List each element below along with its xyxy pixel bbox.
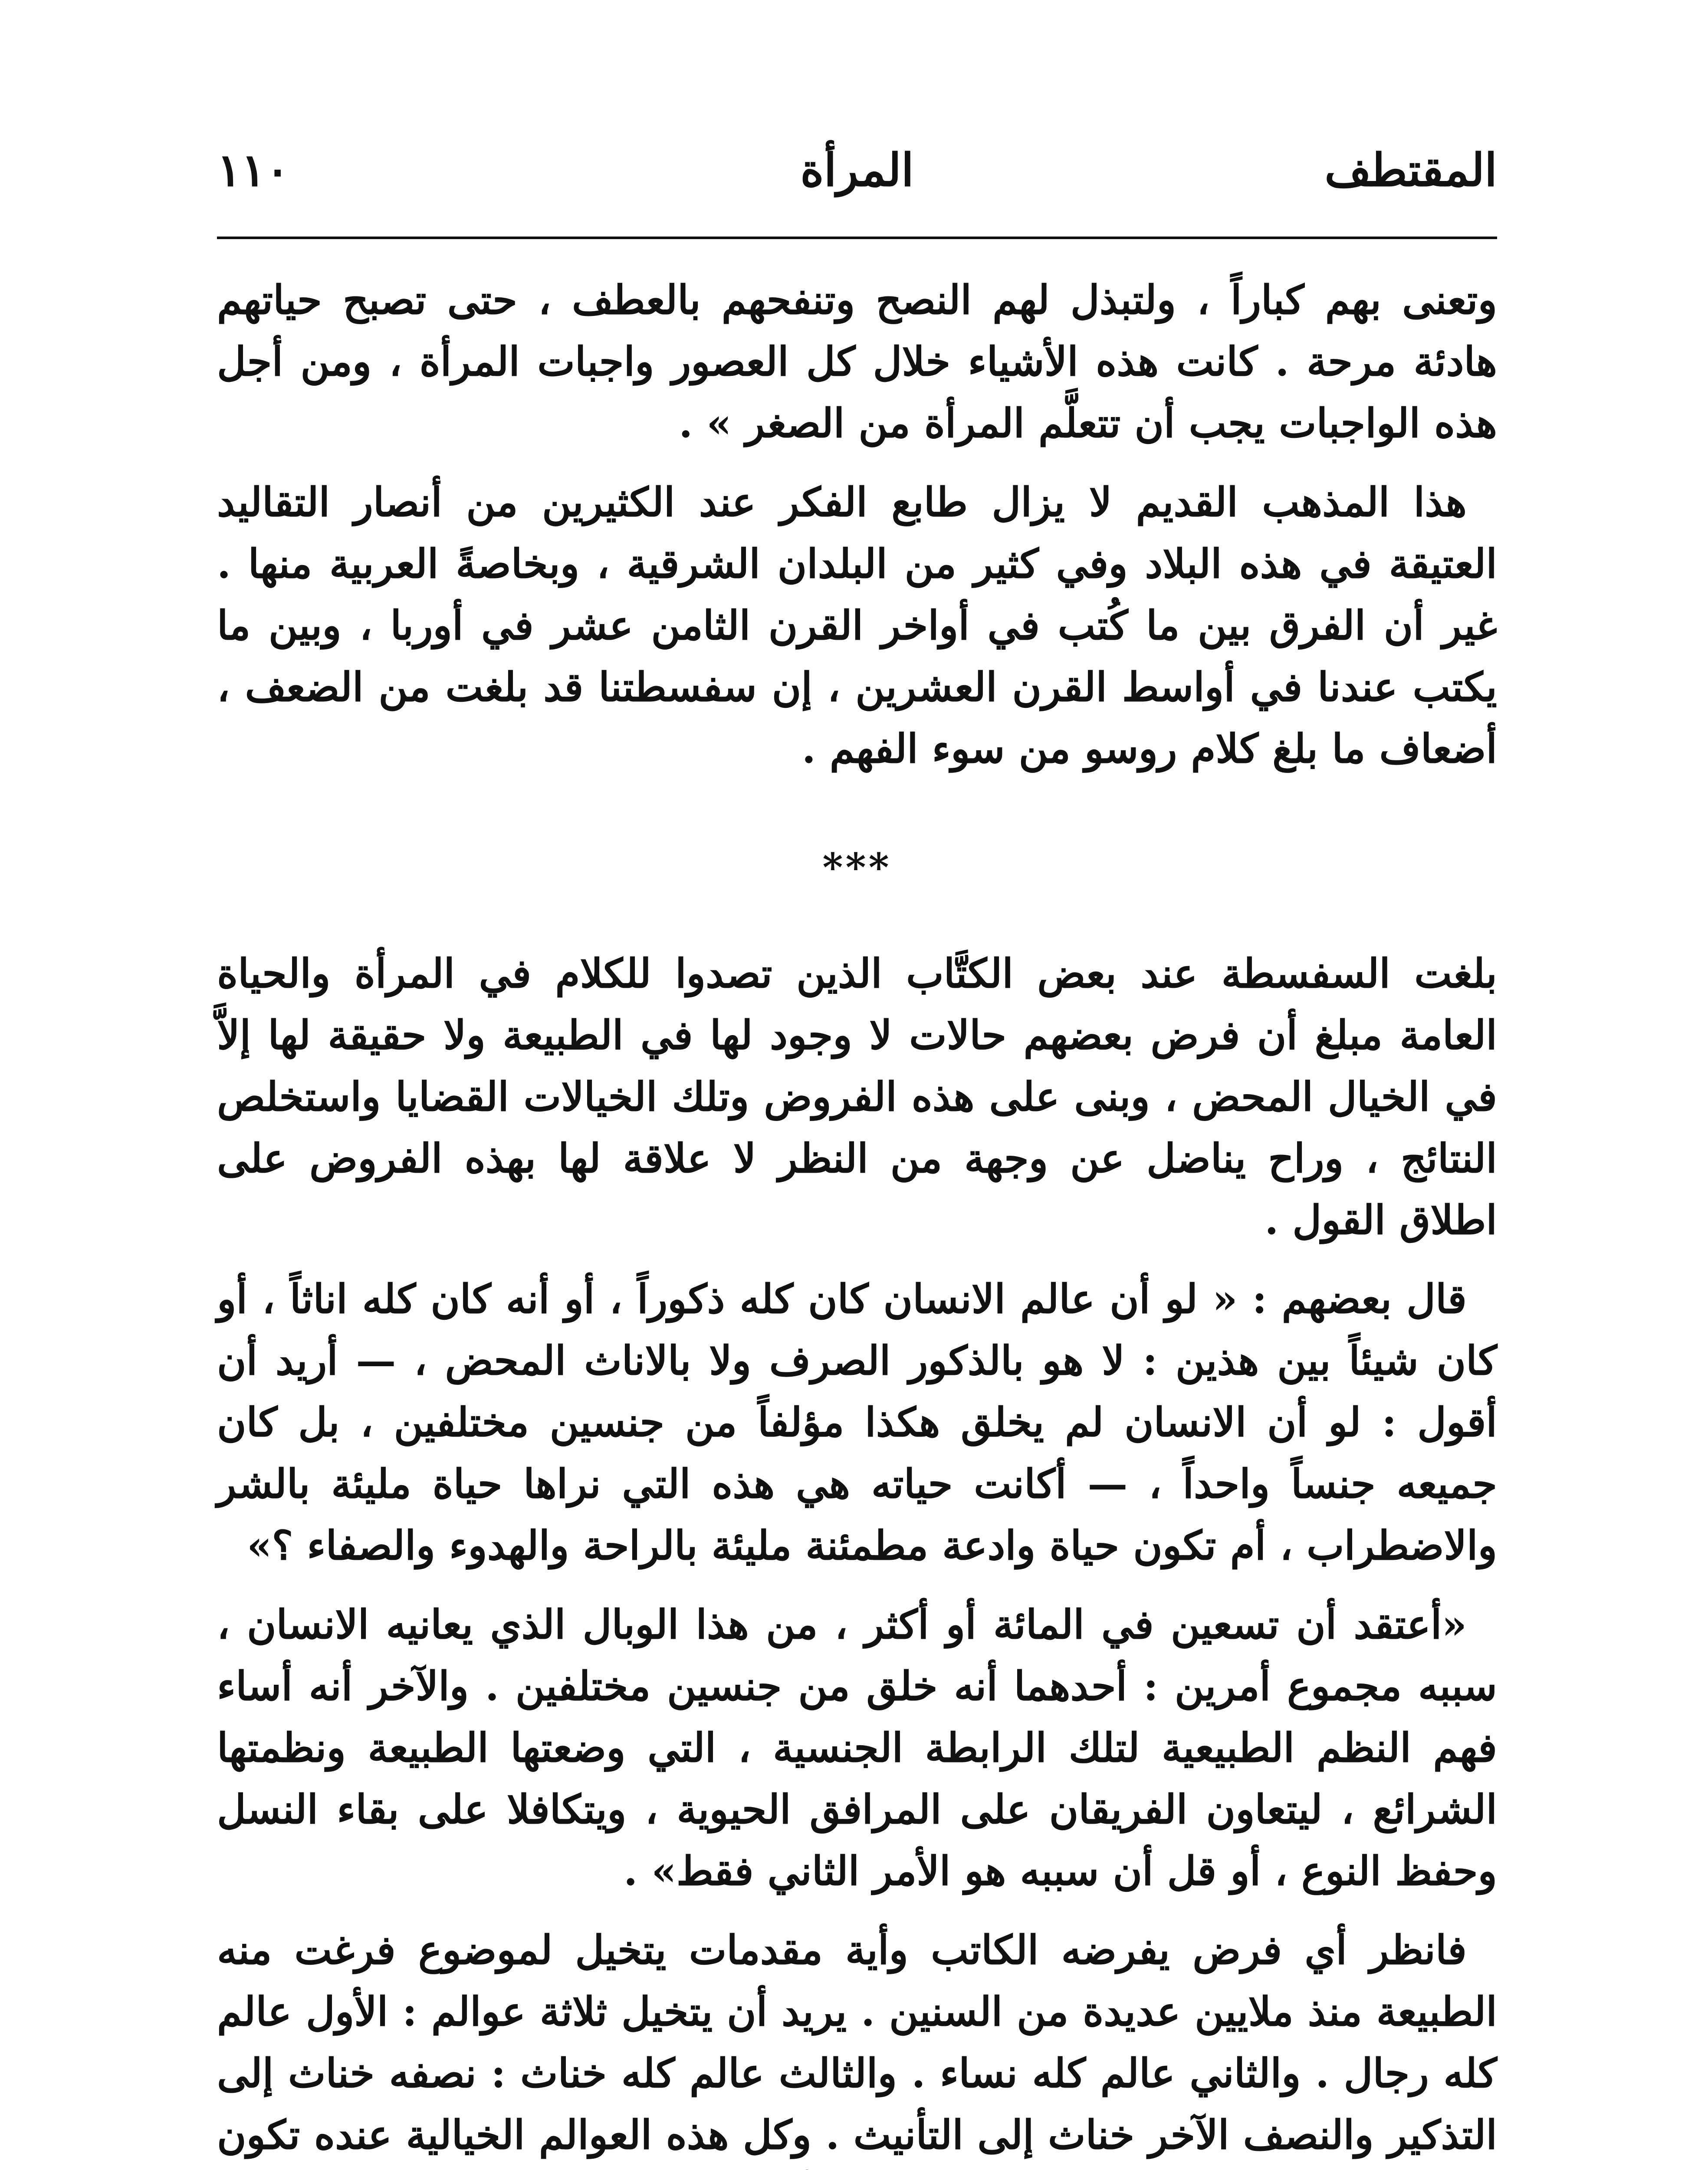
paragraph: هذا المذهب القديم لا يزال طابع الفكر عند الكثيرين من أنصار التقاليد العتيقة في هذه البلاد وفي كثير من البلدان الشرقية ، وبخاصةً العربية منها . غير أن الفرق بين ما كُتب في أواخر القرن الثامن عشر في أوربا ، وبين ما يكتب عندنا في أواسط القرن العشرين ، إن سفسطتنا قد بلغت من الضعف ، أضعاف ما بلغ كلام روسو من سوء الفهم . <box>217 479 1497 772</box>
running-title: المرأة <box>800 143 914 197</box>
paragraph-quote: قال بعضهم : « لو أن عالم الانسان كان كله ذكوراً ، أو أنه كان كله اناثاً ، أو كان شيئاً بين هذين : لا هو بالذكور الصرف ولا بالاناث المحض ، — أريد أن أقول : لو أن الانسان لم يخلق هكذا مؤلفاً من جنسين مختلفين ، بل كان جميعه جنساً واحداً ، — أكانت حياته هي هذه التي نراها حياة مليئة بالشر والاضطراب ، أم تكون حياة وادعة مطمئنة مليئة بالراحة والهدوء والصفاء ؟» <box>217 1276 1497 1569</box>
header-rule <box>217 237 1497 239</box>
page-number: ١١٠ <box>217 143 290 197</box>
paragraph: بلغت السفسطة عند بعض الكتَّاب الذين تصدوا للكلام في المرأة والحياة العامة مبلغ أن فرض بعضهم حالات لا وجود لها في الطبيعة ولا حقيقة لها إلاَّ في الخيال المحض ، وبنى على هذه الفروض وتلك الخيالات القضايا واستخلص النتائج ، وراح يناضل عن وجهة من النظر لا علاقة لها بهذه الفروض على اطلاق القول . <box>217 950 1497 1243</box>
journal-name: المقتطف <box>1324 143 1497 197</box>
paragraph-continued: وتعنى بهم كباراً ، ولتبذل لهم النصح وتنفحهم بالعطف ، حتى تصبح حياتهم هادئة مرحة . كانت هذه الأشياء خلال كل العصور واجبات المرأة ، ومن أجل هذه الواجبات يجب أن تتعلَّم المرأة من الصغر » . <box>217 276 1497 447</box>
paragraph-quote: «أعتقد أن تسعين في المائة أو أكثر ، من هذا الوبال الذي يعانيه الانسان ، سببه مجموع أمرين : أحدهما أنه خلق من جنسين مختلفين . والآخر أنه أساء فهم النظم الطبيعية لتلك الرابطة الجنسية ، التي وضعتها الطبيعة ونظمتها الشرائع ، ليتعاون الفريقان على المرافق الحيوية ، ويتكافلا على بقاء النسل وحفظ النوع ، أو قل أن سببه هو الأمر الثاني فقط» . <box>217 1601 1497 1894</box>
page-header <box>217 143 1497 217</box>
paragraph: فانظر أي فرض يفرضه الكاتب وأية مقدمات يتخيل لموضوع فرغت منه الطبيعة منذ ملايين عديدة من السنين . يريد أن يتخيل ثلاثة عوالم : الأول عالم كله رجال . والثاني عالم كله نساء . والثالث عالم كله خناث : نصفه خناث إلى التذكير والنصف الآخر خناث إلى التأنيث . وكل هذه العوالم الخيالية عنده تكون <box>217 1927 1497 2158</box>
article-body <box>217 269 1497 2170</box>
section-separator: *** <box>822 845 892 891</box>
